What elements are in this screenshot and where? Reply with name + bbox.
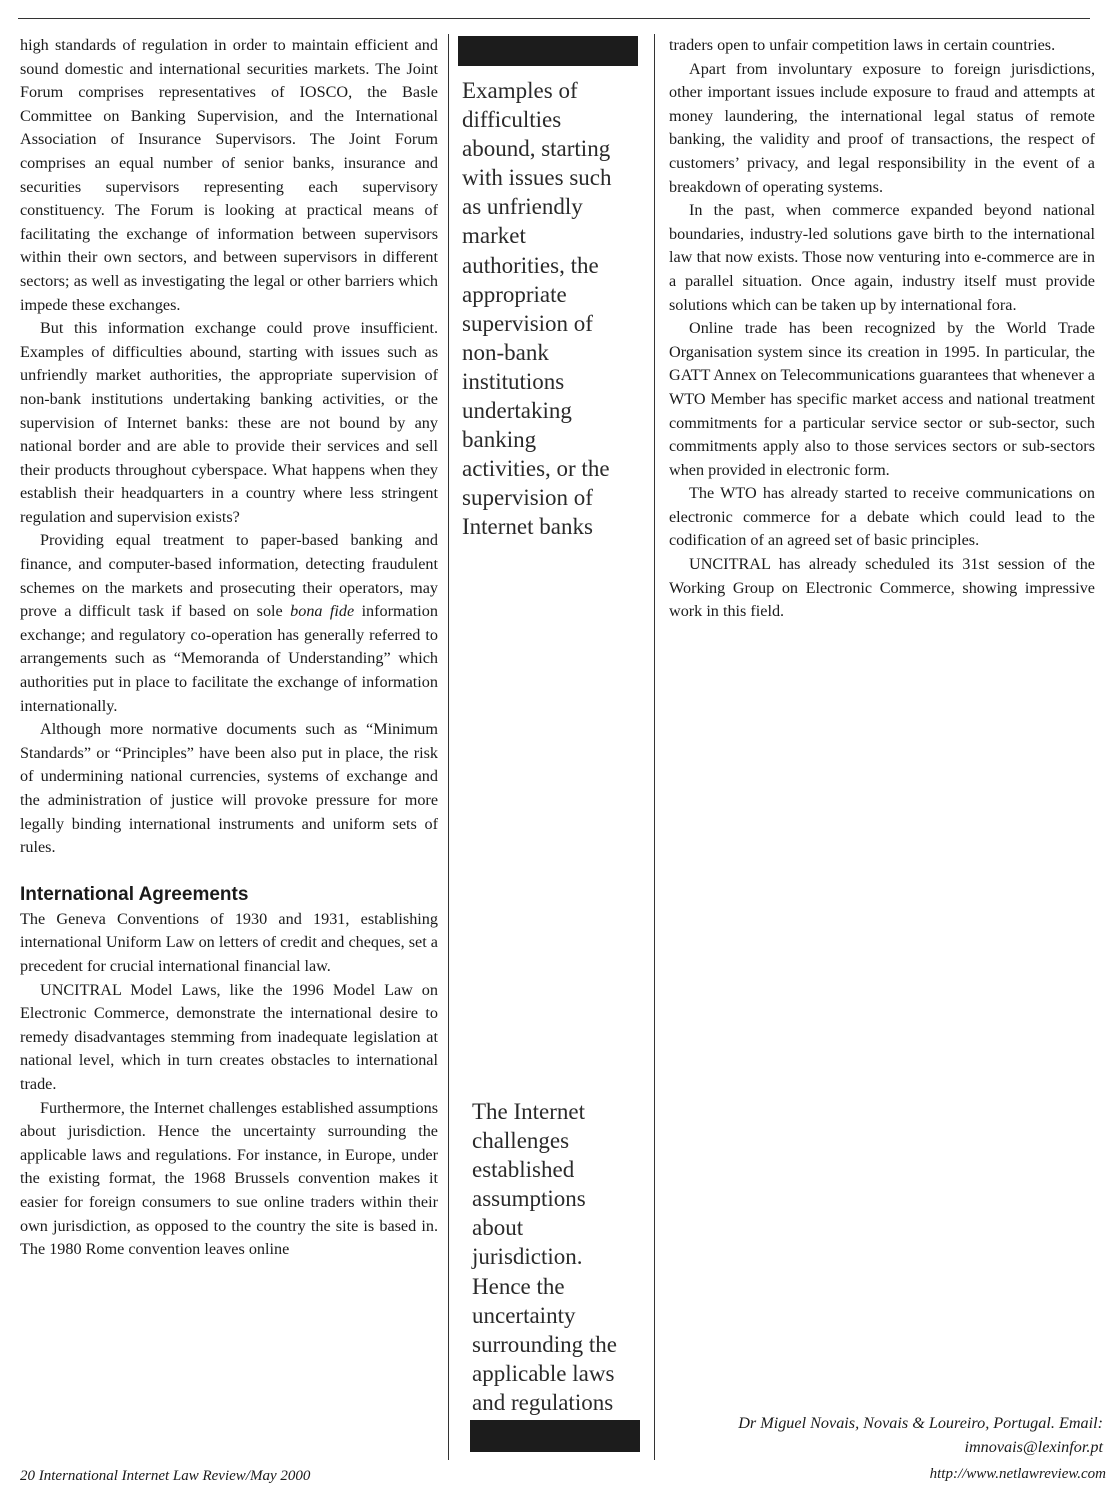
pullquote-line: uncertainty	[472, 1302, 576, 1328]
byline-line: Dr Miguel Novais, Novais & Loureiro, Portugal. Email:	[738, 1414, 1103, 1432]
pullquote-top-bar	[458, 36, 638, 66]
pullquote-line: jurisdiction.	[472, 1244, 583, 1270]
pullquote-line: banking	[462, 427, 537, 453]
body-paragraph: high standards of regulation in order to maintain efficient and sound domestic and international securities markets. The Joint Forum comprises representatives of IOSCO, the Basle Committee on Banking Supervision, and the International Association of Insurance Supervisors. The Joint Forum comprises an equal number of senior banks, insurance and securities supervisors representing each supervisory constituency. The Forum is looking at practical means of facilitating the exchange of information between supervisors within their own sectors, and between supervisors in different sectors; as well as investigating the legal or other barriers which impede these exchanges.	[20, 36, 438, 314]
body-paragraph: Although more normative documents such as “Minimum Standards” or “Principles” have been also put in place, the risk of undermining national currencies, systems of exchange and the administration of justice will provoke pressure for more legally binding international instruments and uniform sets of rules.	[20, 720, 438, 857]
pullquote-line: appropriate	[462, 281, 567, 307]
top-rule	[18, 18, 1090, 19]
pullquote-line: activities, or the	[462, 456, 610, 482]
body-paragraph: But this information exchange could prove insufficient. Examples of difficulties abound, starting with issues such as unfriendly market authorities, the appropriate supervision of non-bank institutions undertaking banking activities, or the supervision of Internet banks: these are not bound by any national border and are able to provide their services and sell their products throughout cyberspace. What happens when they establish their headquarters in a country where less stringent regulation and supervision exists?	[20, 319, 438, 526]
pullquote-line: surrounding the	[472, 1331, 618, 1357]
pullquote-line: Internet banks	[462, 514, 593, 540]
pullquote-line: with issues such	[462, 165, 612, 191]
pullquote-line: The Internet	[472, 1099, 586, 1124]
pullquote-line: applicable laws	[472, 1360, 615, 1386]
section-heading: International Agreements	[20, 883, 249, 905]
body-text: information exchange; and regulatory co-operation has generally referred to arrangements such as “Memoranda of Understanding” which authorities put in place to facilitate the exchange of information internationally.	[20, 602, 438, 715]
pullquote-bottom	[472, 1097, 652, 1417]
body-paragraph: UNCITRAL has already scheduled its 31st session of the Working Group on Electronic Commerce, showing impressive work in this field.	[669, 555, 1095, 621]
pullquote-line: difficulties	[462, 107, 562, 133]
pullquote-line: institutions	[462, 368, 565, 394]
pullquote-line: undertaking	[462, 398, 572, 424]
pullquote-line: Examples of	[462, 78, 578, 103]
pullquote-line: and regulations	[472, 1389, 614, 1415]
body-paragraph: Furthermore, the Internet challenges established assumptions about jurisdiction. Hence the uncertainty surrounding the applicable laws and regulations. For instance, in Europe, under the existing format, the 1968 Brussels convention makes it easier for foreign consumers to sue online traders within their own jurisdiction, as opposed to the country the site is based in. The 1980 Rome convention leaves online	[20, 1098, 438, 1259]
pullquote-line: authorities, the	[462, 252, 599, 278]
body-paragraph: Apart from involuntary exposure to foreign jurisdictions, other important issues include exposure to fraud and attempts at money laundering, the international legal status of remote banking, the validity and proof of transactions, the respect of customers’ privacy, and legal responsibility in the event of a breakdown of operating systems.	[669, 59, 1095, 196]
pullquote-line: supervision of	[462, 310, 593, 336]
page-footer-left: 20 International Internet Law Review/May 2000	[20, 1468, 311, 1484]
body-paragraph: Online trade has been recognized by the World Trade Organisation system since its creation in 1995. In particular, the GATT Annex on Telecommunications guarantees that whenever a WTO Member has specific market access and national treatment commitments for a particular service sector or sub-sector, such commitments apply also to those services sectors or sub-sectors when provided in electronic form.	[669, 319, 1095, 479]
body-text: Providing equal treatment to paper-based banking and finance, and computer-based information, detecting fraudulent schemes on the markets and prosecuting their operators, may prove a difficult task if based on sole	[20, 531, 438, 621]
pullquote-line: abound, starting	[462, 136, 611, 162]
pullquote-line: established	[472, 1157, 575, 1183]
pullquote-line: market	[462, 223, 526, 249]
pullquote-bottom-bar	[470, 1420, 640, 1452]
body-paragraph-providing	[20, 529, 438, 718]
pullquote-line: supervision of	[462, 485, 593, 511]
column-divider-left	[448, 34, 449, 1460]
author-email: imnovais@lexinfor.pt	[964, 1437, 1103, 1456]
pullquote-line: assumptions	[472, 1186, 586, 1212]
italic-term: bona fide	[290, 602, 355, 621]
pullquote-line: Hence the	[472, 1273, 565, 1299]
right-column	[669, 34, 1095, 624]
body-paragraph: The WTO has already started to receive communications on electronic commerce for a debate which could lead to the codification of an agreed set of basic principles.	[669, 484, 1095, 550]
body-paragraph: The Geneva Conventions of 1930 and 1931, establishing international Uniform Law on letters of credit and cheques, set a precedent for crucial international financial law.	[20, 909, 438, 975]
page-footer-url: http://www.netlawreview.com	[929, 1466, 1106, 1482]
pullquote-line: about	[472, 1215, 524, 1241]
pullquote-line: non-bank	[462, 339, 549, 365]
left-column	[20, 34, 438, 1262]
body-paragraph: traders open to unfair competition laws in certain countries.	[669, 36, 1056, 54]
pullquote-top	[462, 76, 642, 542]
body-paragraph: UNCITRAL Model Laws, like the 1996 Model Law on Electronic Commerce, demonstrate the international desire to remedy disadvantages stemming from inadequate legislation at national level, which in turn creates obstacles to international trade.	[20, 980, 438, 1093]
body-paragraph: In the past, when commerce expanded beyond national boundaries, industry-led solutions gave birth to the international law that now exists. Those now venturing into e-commerce are in a parallel situation. Once again, industry itself must provide solutions which can be taken up by international fora.	[669, 201, 1095, 314]
pullquote-line: challenges	[472, 1128, 570, 1154]
author-byline	[683, 1412, 1103, 1459]
pullquote-line: as unfriendly	[462, 194, 583, 220]
column-divider-right	[654, 34, 655, 1460]
